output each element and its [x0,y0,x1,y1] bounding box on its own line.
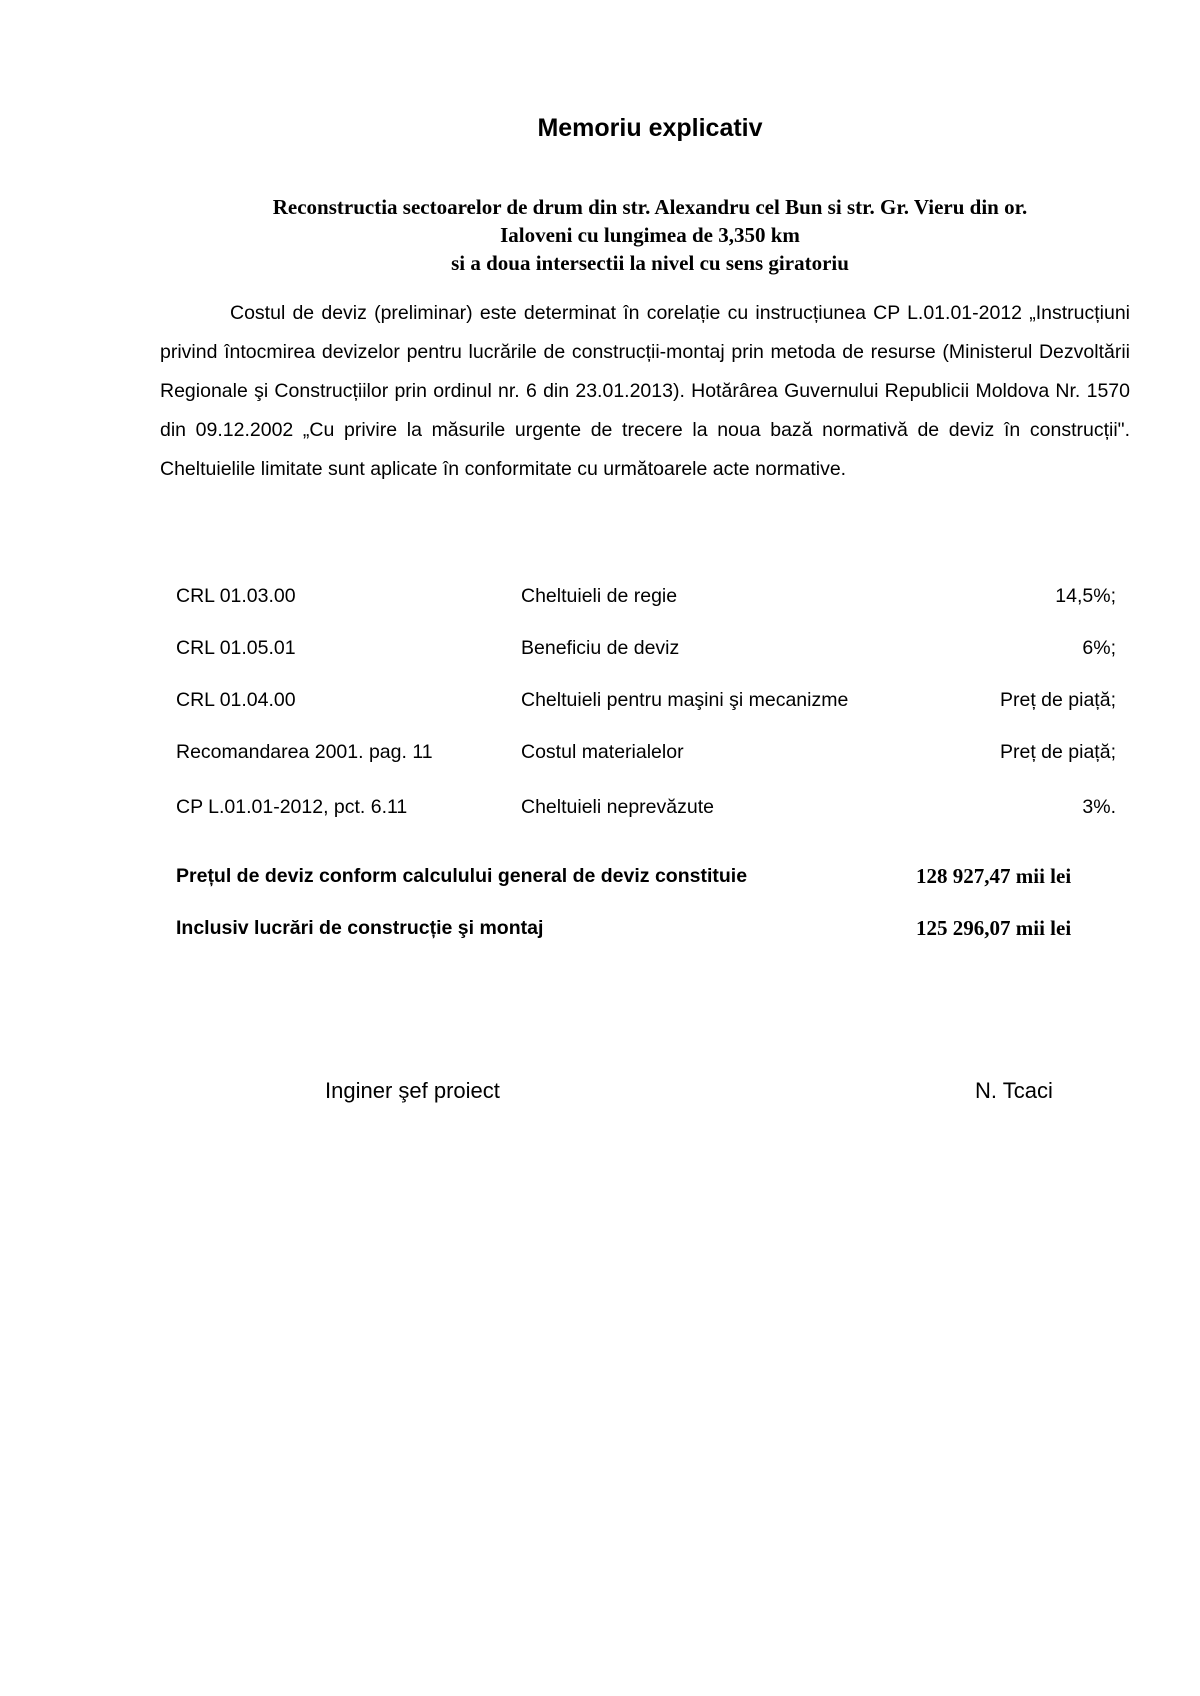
cost-item-value: 3%. [1082,795,1116,818]
signature-name: N. Tcaci [975,1078,1053,1103]
cost-item-description: Beneficiu de deviz [521,636,680,659]
subtitle-line: si a doua intersectii la nivel cu sens giratoriu [451,251,849,275]
cost-item-code: CRL 01.03.00 [176,584,296,607]
cost-item-value: Preț de piață; [1000,688,1116,711]
cost-item-code: CRL 01.04.00 [176,688,296,711]
total-value: 128 927,47 mii lei [916,863,1072,888]
cost-item-row [176,622,1116,674]
cost-item-code: CRL 01.05.01 [176,636,296,659]
total-value: 125 296,07 mii lei [916,915,1072,940]
cost-item-value: 6%; [1082,636,1116,659]
signature-role: Inginer şef proiect [325,1078,500,1103]
document-title: Memoriu explicativ [537,114,763,142]
cost-item-code: Recomandarea 2001. pag. 11 [176,740,433,763]
cost-item-description: Cheltuieli neprevăzute [521,795,714,818]
cost-item-description: Cheltuieli de regie [521,584,678,607]
cost-item-description: Cheltuieli pentru maşini şi mecanizme [521,688,849,711]
project-subtitle [150,193,1150,277]
subtitle-line: Ialoveni cu lungimea de 3,350 km [500,223,800,247]
cost-item-row [176,726,1116,778]
cost-item-row [176,570,1116,622]
cost-items-table [176,570,1116,836]
totals-section [176,850,1116,954]
cost-item-row [176,674,1116,726]
total-row [176,850,1116,902]
cost-item-row [176,778,1116,836]
cost-item-code: CP L.01.01-2012, pct. 6.11 [176,795,408,818]
cost-item-value: 14,5%; [1055,584,1116,607]
cost-item-value: Preț de piață; [1000,740,1116,763]
intro-paragraph: Costul de deviz (preliminar) este determinat în corelație cu instrucțiunea CP L.01.01-2012 „Instrucțiuni privind întocmirea devizelor pentru lucrările de construcții-montaj prin metoda de resurse (Ministerul Dezvoltării Regionale şi Construcțiilor prin ordinul nr. 6 din 23.01.2013). Hotărârea Guvernului Republicii Moldova Nr. 1570 din 09.12.2002 „Cu privire la măsurile urgente de trecere la noua bază normativă de deviz în construcții". Cheltuielile limitate sunt aplicate în conformitate cu următoarele acte normative. [160,302,1130,480]
subtitle-line: Reconstructia sectoarelor de drum din str. Alexandru cel Bun si str. Gr. Vieru din or. [272,195,1028,219]
total-row [176,902,1116,954]
cost-item-description: Costul materialelor [521,740,684,763]
total-label: Prețul de deviz conform calculului general de deviz constituie [176,864,748,887]
total-label: Inclusiv lucrări de construcție şi montaj [176,916,544,939]
